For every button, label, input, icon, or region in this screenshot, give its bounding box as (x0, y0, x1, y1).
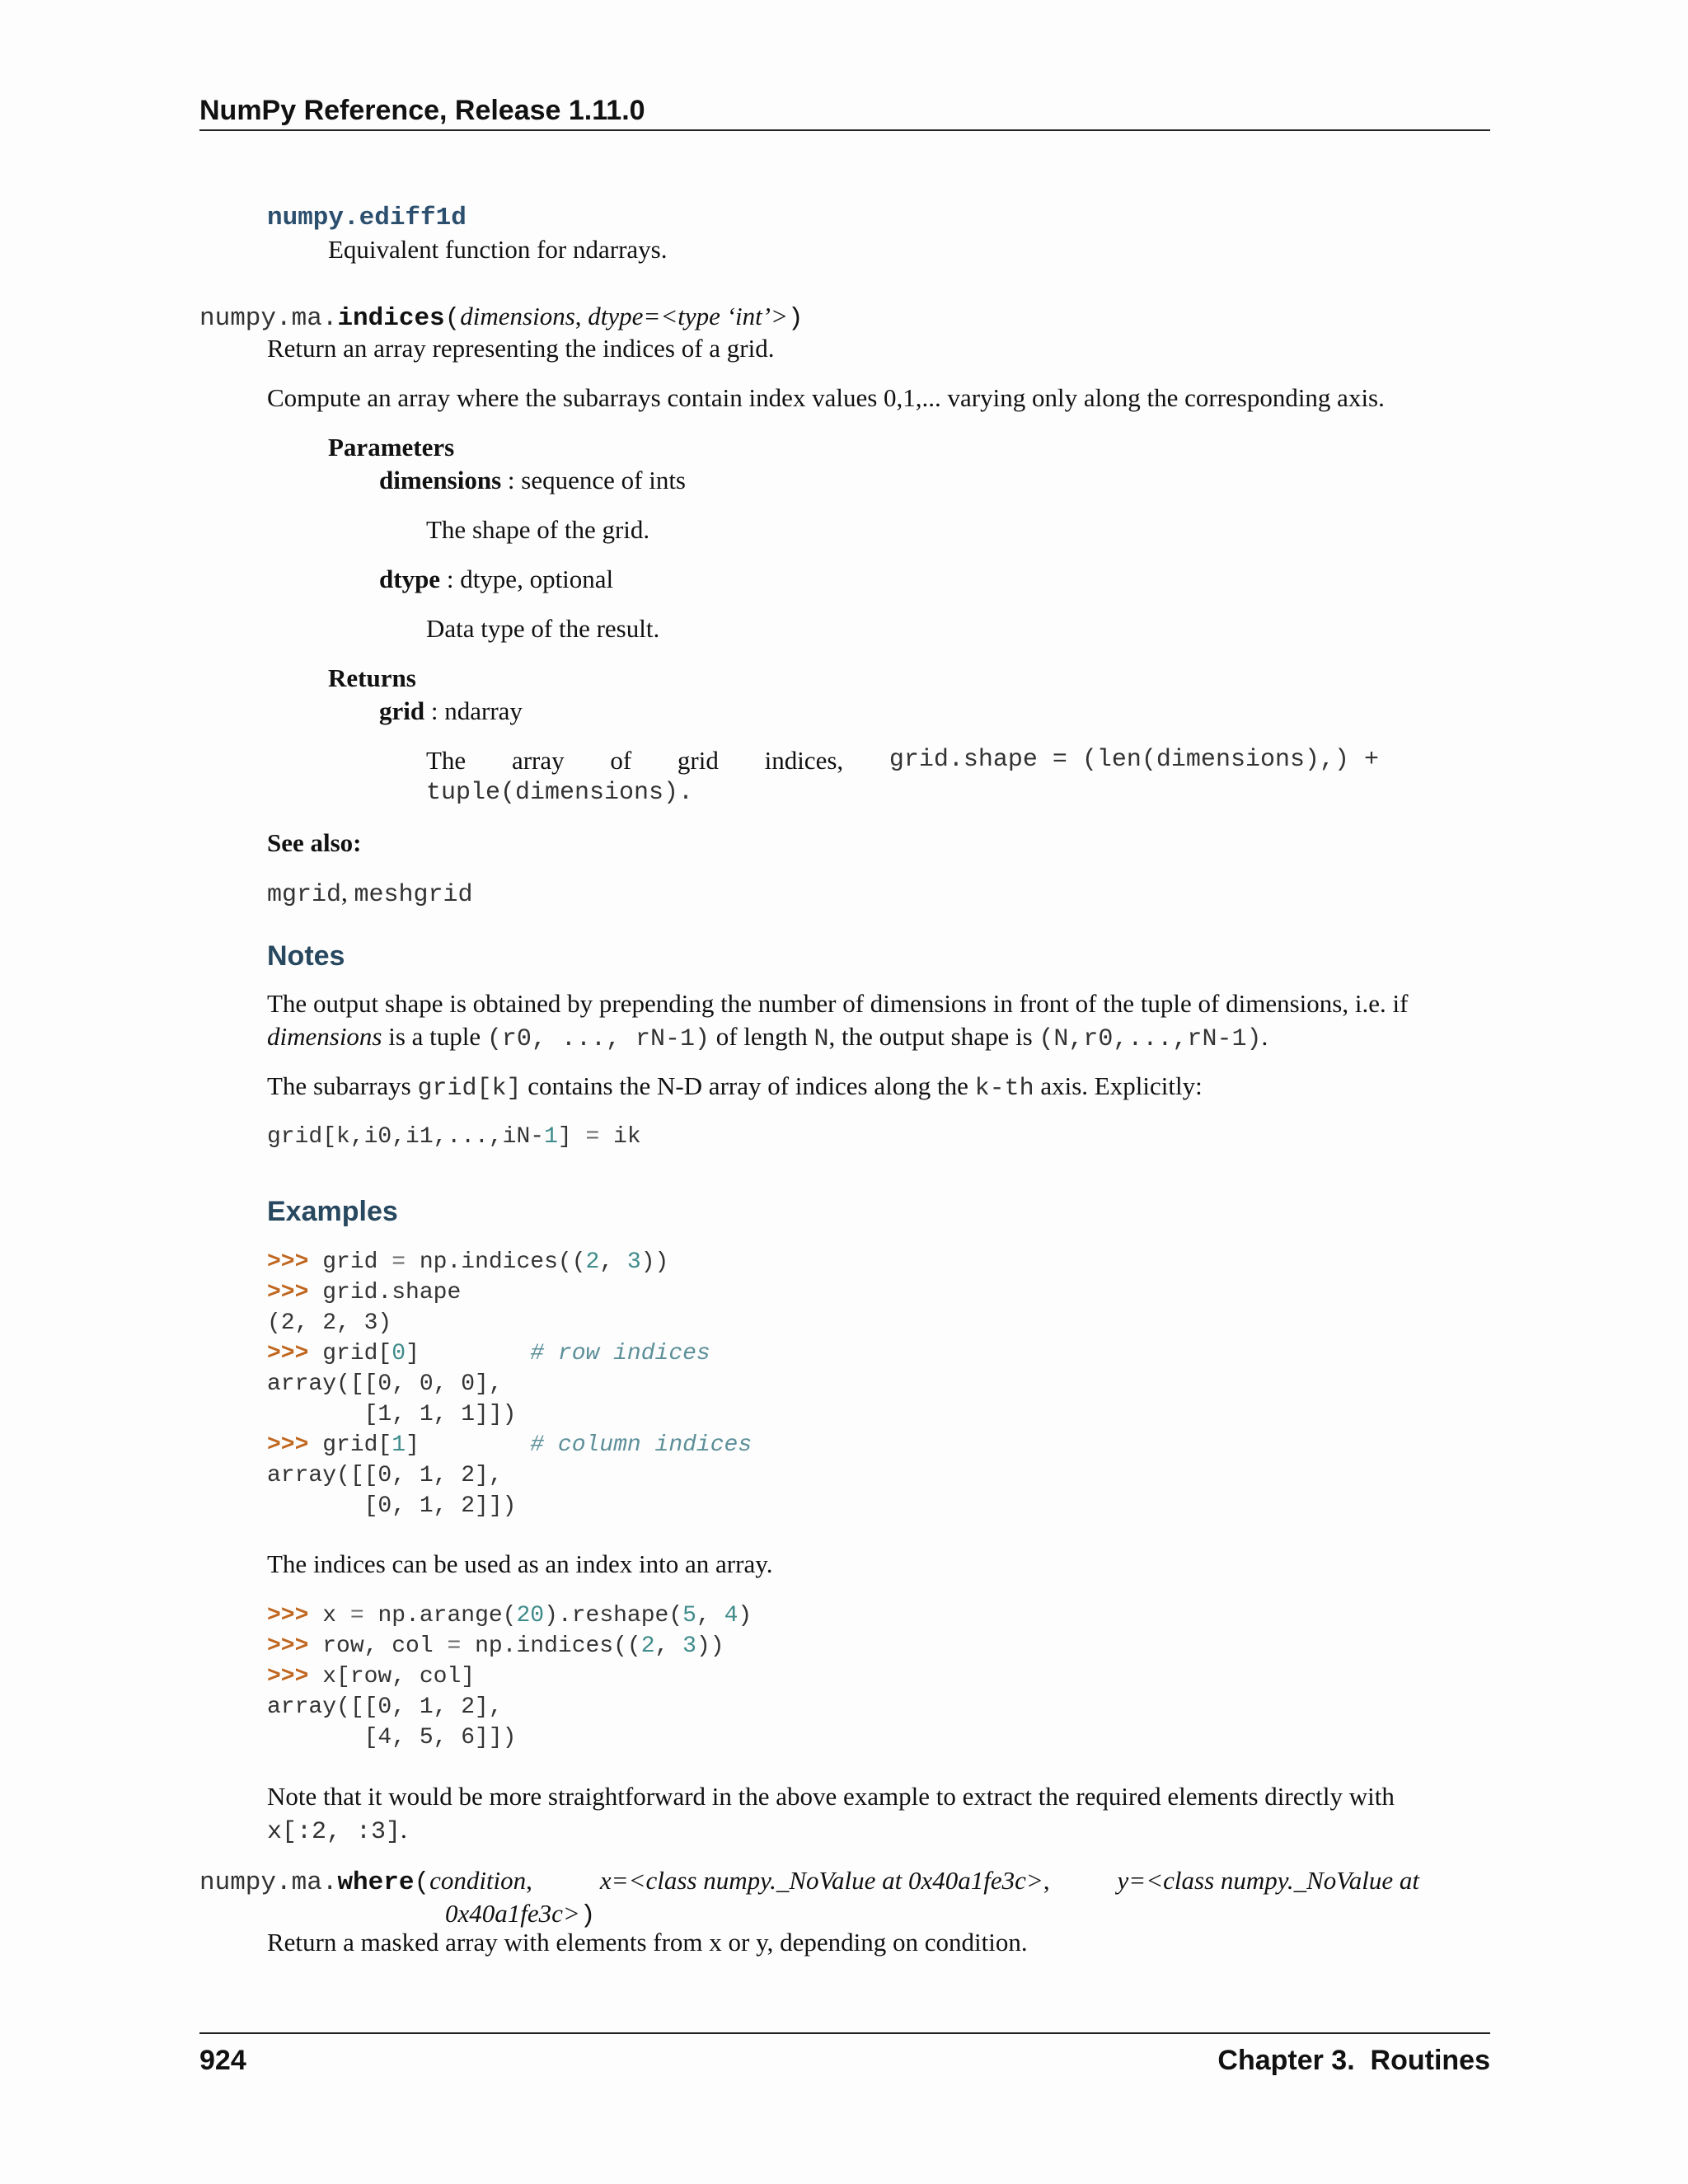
example-code-block-1: >>> grid = np.indices((2, 3)) >>> grid.shape (2, 2, 3) >>> grid[0] # row indices array([[0, 0, 0], [1, 1, 1]]) >>> grid[1] # column indices array([[0, 1, 2], [0, 1, 2]]) (267, 1249, 753, 1519)
indices-description: Compute an array where the subarrays contain index values 0,1,... varying only along the corresponding axis. (267, 383, 1385, 412)
return-grid-desc-line2: tuple(dimensions). (426, 779, 694, 807)
indices-function-name: indices (337, 304, 445, 333)
page-number: 924 (199, 2045, 246, 2076)
indices-module: numpy.ma. (199, 304, 338, 333)
example-text-2: The indices can be used as an index into an array. (267, 1549, 773, 1578)
indices-signature: numpy.ma.indices(dimensions, dtype=<type ‘int’>) (199, 302, 804, 333)
header-rule (199, 129, 1490, 131)
final-note-line2: x[:2, :3]. (267, 1815, 407, 1846)
notes-formula: grid[k,i0,i1,...,iN-1] = ik (267, 1124, 641, 1150)
ediff1d-link[interactable]: numpy.ediff1d (267, 204, 467, 232)
examples-heading: Examples (267, 1196, 398, 1227)
see-also-meshgrid-link[interactable]: meshgrid (354, 881, 473, 909)
footer-rule (199, 2032, 1490, 2034)
return-grid: grid : ndarray (379, 696, 523, 725)
param-dimensions: dimensions : sequence of ints (379, 466, 686, 494)
where-summary: Return a masked array with elements from x or y, depending on condition. (267, 1928, 1028, 1957)
running-header: NumPy Reference, Release 1.11.0 (199, 95, 645, 126)
where-function-name: where (337, 1868, 415, 1897)
indices-summary: Return an array representing the indices of a grid. (267, 334, 775, 363)
chapter-title: Chapter 3. Routines (1217, 2045, 1490, 2076)
param-dimensions-desc: The shape of the grid. (426, 515, 650, 544)
example-code-block-2: >>> x = np.arange(20).reshape(5, 4) >>> row, col = np.indices((2, 3)) >>> x[row, col] array([[0, 1, 2], [4, 5, 6]]) (267, 1603, 753, 1750)
see-also-links: mgrid, meshgrid (267, 878, 473, 909)
notes-paragraph-1-line1: The output shape is obtained by prepending the number of dimensions in front of the tuple of dimensions, i.e. if (267, 989, 1409, 1018)
notes-paragraph-1-line2: dimensions is a tuple (r0, ..., rN-1) of length N, the output shape is (N,r0,...,rN-1). (267, 1022, 1268, 1053)
see-also-label: See also: (267, 828, 362, 857)
parameters-label: Parameters (328, 433, 455, 462)
return-grid-desc-line1: The array of grid indices, grid.shape = (len(dimensions),) + (426, 746, 1379, 775)
returns-label: Returns (328, 663, 416, 692)
param-dtype: dtype : dtype, optional (379, 565, 614, 593)
where-signature-line1: numpy.ma.where(condition, x=<class numpy._NoValue at 0x40a1fe3c>, y=<class numpy._NoValue at (199, 1866, 1419, 1897)
where-module: numpy.ma. (199, 1868, 338, 1897)
notes-heading: Notes (267, 940, 345, 972)
param-dtype-desc: Data type of the result. (426, 614, 660, 643)
where-signature-line2: 0x40a1fe3c>) (445, 1899, 596, 1930)
final-note-line1: Note that it would be more straightforward in the above example to extract the required elements directly with (267, 1782, 1395, 1811)
see-also-mgrid-link[interactable]: mgrid (267, 881, 342, 909)
notes-paragraph-2: The subarrays grid[k] contains the N-D array of indices along the k-th axis. Explicitly: (267, 1071, 1203, 1103)
ediff1d-description: Equivalent function for ndarrays. (328, 235, 668, 264)
